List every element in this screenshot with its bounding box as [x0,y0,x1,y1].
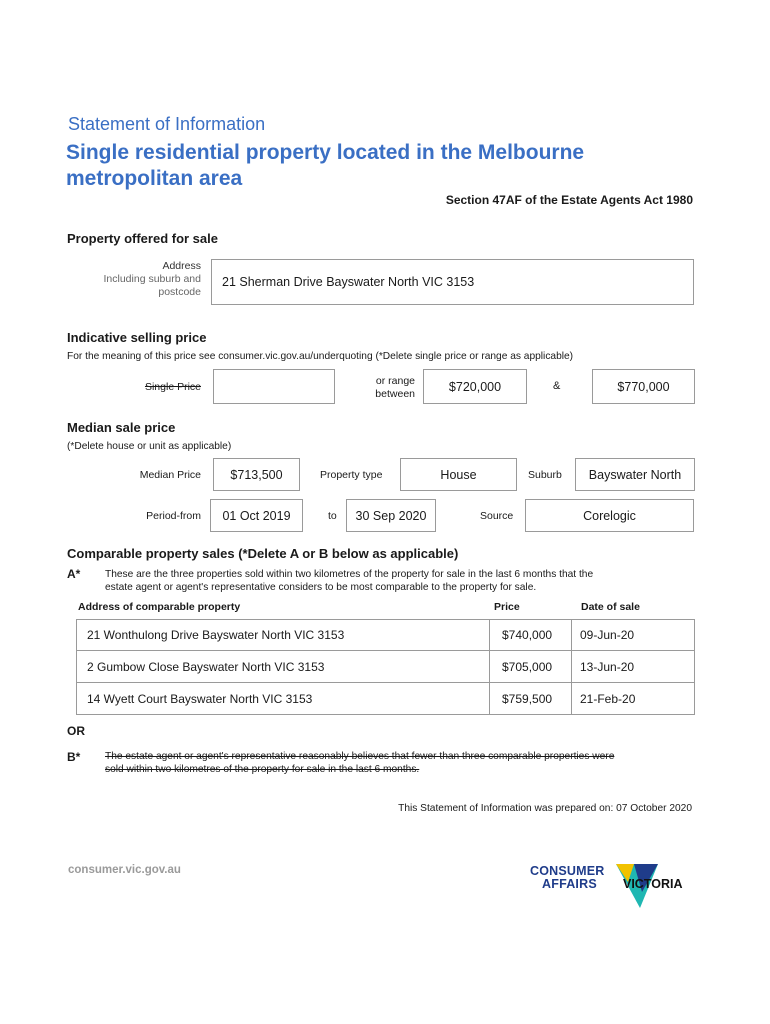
logo-text-victoria: VICTORIA [623,877,683,891]
source-value: Corelogic [583,508,636,523]
or-label: OR [67,724,85,738]
row-price-text: $740,000 [502,628,553,642]
row-price [489,650,572,683]
option-a-text [105,568,593,594]
row-date-text: 21-Feb-20 [580,691,636,706]
indicative-note: For the meaning of this price see consumer.vic.gov.au/underquoting (*Delete single price or range as applicable) [67,351,574,362]
suburb-value: Bayswater North [588,467,682,482]
range-low-field[interactable] [423,369,527,404]
range-high-value: $770,000 [617,379,670,394]
address-field[interactable] [211,259,694,305]
address-label-line-3: postcode [158,286,201,298]
table-row [76,682,695,715]
row-address-text: 21 Wonthulong Drive Bayswater North VIC 3153 [87,628,345,642]
row-date [571,650,695,683]
section-comparable-title: Comparable property sales (*Delete A or B below as applicable) [67,546,459,561]
median-price-field[interactable] [213,458,300,491]
range-label-line-2: between [375,388,415,400]
property-type-label: Property type [320,469,383,481]
section-property-title: Property offered for sale [67,231,218,246]
title-line-1: Single residential property located in the Melbourne [66,141,585,164]
row-address-text: 2 Gumbow Close Bayswater North VIC 3153 [87,659,325,674]
period-from-value: 01 Oct 2019 [222,508,291,523]
act-reference: Section 47AF of the Estate Agents Act 1980 [445,193,693,207]
comparable-table [76,619,695,715]
section-indicative-title: Indicative selling price [67,330,207,345]
suburb-label: Suburb [528,469,562,481]
option-a-text-line-2: estate agent or agent's representative considers to be most comparable to the property for sale. [105,582,537,593]
address-label-line-2: Including suburb and [103,273,201,285]
address-label [80,260,201,299]
period-to-field[interactable] [346,499,436,532]
title-line-2: metropolitan area [66,167,243,190]
period-from-field[interactable] [210,499,303,532]
option-b-marker: B* [67,750,81,764]
row-price [489,682,572,715]
logo-text-consumer: CONSUMER [530,864,605,878]
range-label [343,375,415,401]
property-type-field[interactable] [400,458,517,491]
col-header-address: Address of comparable property [78,601,241,613]
row-date [571,619,695,651]
period-from-label: Period-from [146,510,201,522]
option-a-marker: A* [67,567,81,581]
source-label: Source [480,510,514,522]
median-price-label: Median Price [139,469,201,481]
option-b-text-line-1: The estate agent or agent's representative reasonably believes that fewer than three comparable properties were [105,751,615,762]
median-price-value: $713,500 [230,467,283,482]
row-date [571,682,695,715]
address-value: 21 Sherman Drive Bayswater North VIC 3153 [222,275,475,289]
source-field[interactable] [525,499,694,532]
row-address-text: 14 Wyett Court Bayswater North VIC 3153 [87,691,313,706]
section-median-title: Median sale price [67,420,176,435]
period-to-value: 30 Sep 2020 [355,508,427,523]
col-header-price: Price [494,601,520,613]
single-price-field[interactable] [213,369,335,404]
table-row [76,650,695,683]
row-address [76,682,490,715]
row-date-text: 13-Jun-20 [580,659,635,674]
option-a-text-line-1: These are the three properties sold within two kilometres of the property for sale in the last 6 months that the [105,569,594,580]
row-price-text: $759,500 [502,691,553,706]
range-and: & [553,380,561,392]
option-b-text [105,750,614,776]
row-price [489,619,572,651]
suburb-field[interactable] [575,458,695,491]
range-high-field[interactable] [592,369,695,404]
row-address [76,650,490,683]
row-address [76,619,490,651]
prepared-on: This Statement of Information was prepared on: 07 October 2020 [398,803,692,814]
range-label-line-1: or range [375,375,415,387]
consumer-affairs-victoria-logo [530,862,700,910]
footer-website[interactable]: consumer.vic.gov.au [68,864,181,876]
option-b-text-line-2: sold within two kilometres of the property for sale in the last 6 months. [105,764,420,775]
logo-text-affairs: AFFAIRS [542,877,597,891]
median-note: (*Delete house or unit as applicable) [67,441,232,452]
property-type-value: House [440,467,477,482]
period-to-label: to [328,510,337,522]
address-label-line-1: Address [162,260,201,272]
table-row [76,619,695,651]
document-title [66,140,584,192]
col-header-date: Date of sale [581,601,640,613]
row-price-text: $705,000 [502,659,553,674]
document-kicker: Statement of Information [68,114,266,134]
row-date-text: 09-Jun-20 [580,628,635,642]
single-price-label: Single Price [144,381,201,393]
range-low-value: $720,000 [448,379,502,394]
